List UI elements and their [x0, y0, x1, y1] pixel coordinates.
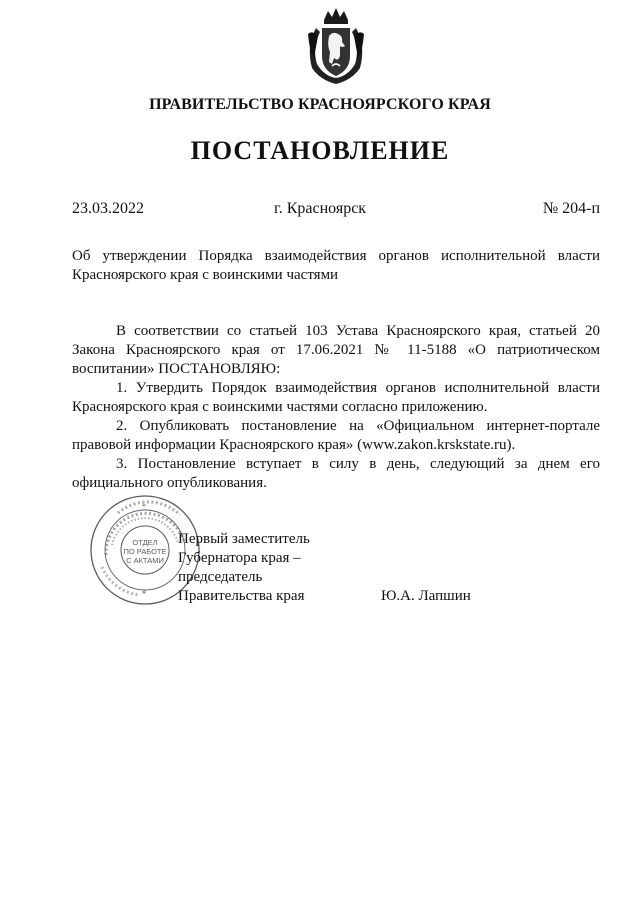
stamp-line: С АКТАМИ: [126, 556, 164, 565]
government-title: ПРАВИТЕЛЬСТВО КРАСНОЯРСКОГО КРАЯ: [149, 96, 491, 113]
document-body: [72, 322, 600, 493]
item-paragraph: 1. Утвердить Порядок взаимодействия органов исполнительной власти Красноярского края с воинскими частями согласно приложению.: [72, 380, 600, 415]
signer-line: Губернатора края –: [178, 550, 301, 566]
item-paragraph: 2. Опубликовать постановление на «Официальном интернет-портале правовой информации Красноярского края» (www.zakon.krskstate.ru).: [72, 418, 600, 453]
signer-line: председатель: [178, 569, 263, 585]
document-number: № 204-п: [542, 200, 600, 217]
svg-text:*: *: [142, 502, 146, 511]
signer-line: Первый заместитель: [178, 531, 310, 547]
krasnoyarsk-coat-of-arms-icon: [302, 6, 370, 86]
stamp-line: ПО РАБОТЕ: [123, 547, 167, 556]
document-type: ПОСТАНОВЛЕНИЕ: [190, 136, 450, 165]
item-paragraph: 3. Постановление вступает в силу в день, следующий за днем его официального опубликования.: [72, 456, 600, 491]
svg-text:*: *: [141, 589, 147, 599]
signer-position: [178, 530, 310, 606]
preamble-paragraph: В соответствии со статьей 103 Устава Красноярского края, статьей 20 Закона Красноярского края от 17.06.2021 № 11-5188 «О патриотическом воспитании» ПОСТАНОВЛЯЮ:: [72, 323, 600, 377]
stamp-line: ОТДЕЛ: [132, 538, 158, 547]
document-city: г. Красноярск: [273, 200, 367, 217]
document-date: 23.03.2022: [72, 200, 144, 217]
document-subject: Об утверждении Порядка взаимодействия органов исполнительной власти Красноярского края с воинскими частями: [72, 248, 600, 283]
signer-line: Правительства края: [178, 588, 305, 604]
signer-name: Ю.А. Лапшин: [381, 588, 471, 604]
